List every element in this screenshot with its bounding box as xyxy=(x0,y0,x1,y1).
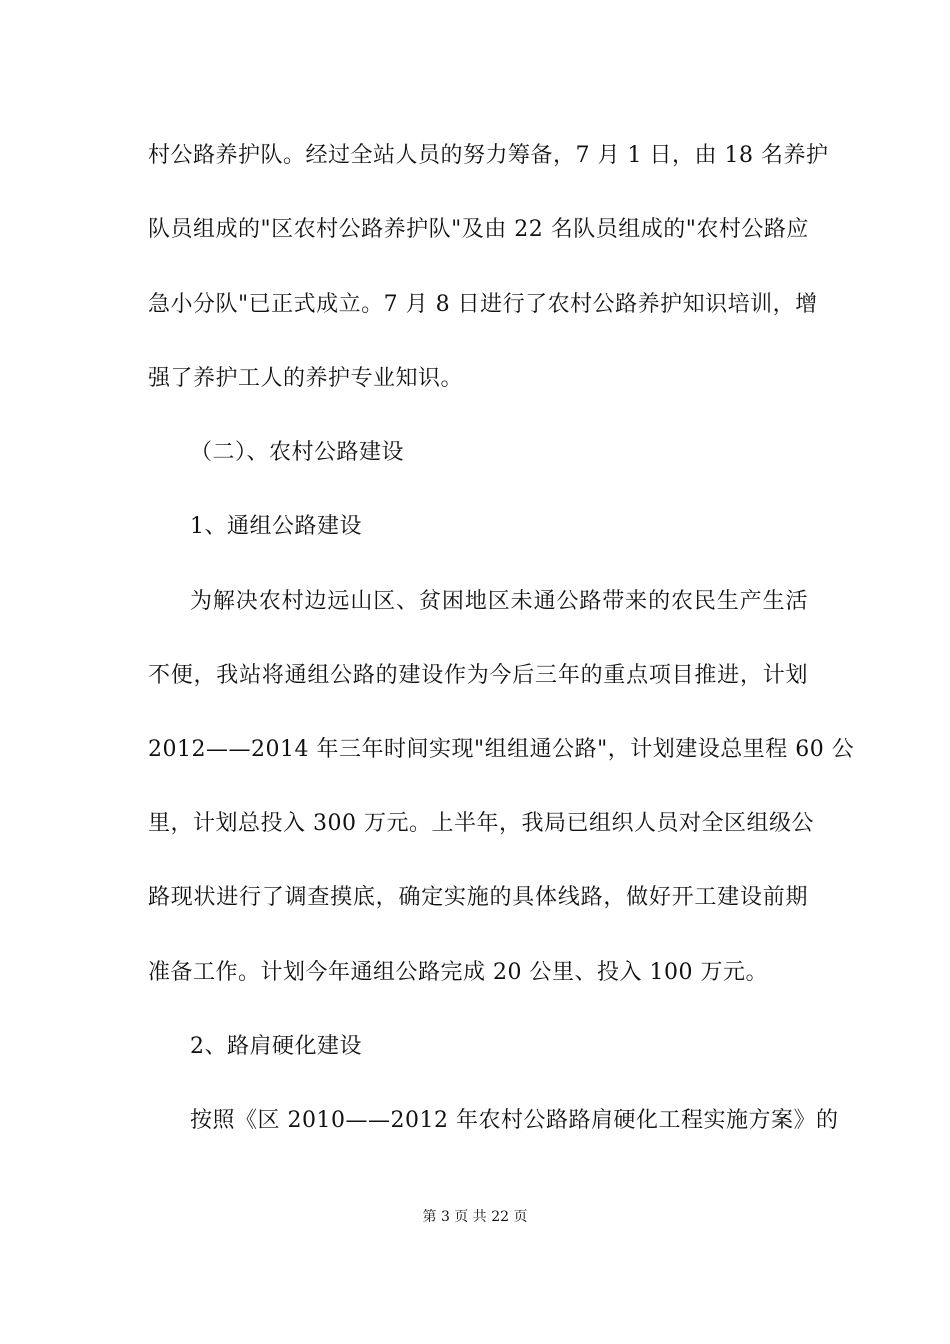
subsection-heading: 1、通组公路建设 xyxy=(190,514,362,539)
paragraph-line: 村公路养护队。经过全站人员的努力筹备，7 月 1 日，由 18 名养护 xyxy=(148,143,829,168)
paragraph-line: 2012——2014 年三年时间实现"组组通公路"，计划建设总里程 60 公 xyxy=(148,737,855,762)
paragraph-line: 为解决农村边远山区、贫困地区未通公路带来的农民生产生活 xyxy=(190,589,808,614)
paragraph-line: 路现状进行了调查摸底，确定实施的具体线路，做好开工建设前期 xyxy=(148,885,808,910)
subsection-heading: 2、路肩硬化建设 xyxy=(190,1034,362,1059)
paragraph-line: 不便，我站将通组公路的建设作为今后三年的重点项目推进，计划 xyxy=(148,663,808,688)
paragraph-line: 急小分队"已正式成立。7 月 8 日进行了农村公路养护知识培训，增 xyxy=(148,292,818,317)
page-number-footer: 第 3 页 共 22 页 xyxy=(422,1209,528,1225)
paragraph-line: 强了养护工人的养护专业知识。 xyxy=(148,366,464,391)
paragraph-line: 里，计划总投入 300 万元。上半年，我局已组织人员对全区组级公 xyxy=(148,811,814,836)
paragraph-line: 按照《区 2010——2012 年农村公路路肩硬化工程实施方案》的 xyxy=(190,1108,839,1133)
section-heading: （二）、农村公路建设 xyxy=(190,440,405,465)
paragraph-line: 准备工作。计划今年通组公路完成 20 公里、投入 100 万元。 xyxy=(148,960,768,985)
paragraph-line: 队员组成的"区农村公路养护队"及由 22 名队员组成的"农村公路应 xyxy=(148,217,809,242)
